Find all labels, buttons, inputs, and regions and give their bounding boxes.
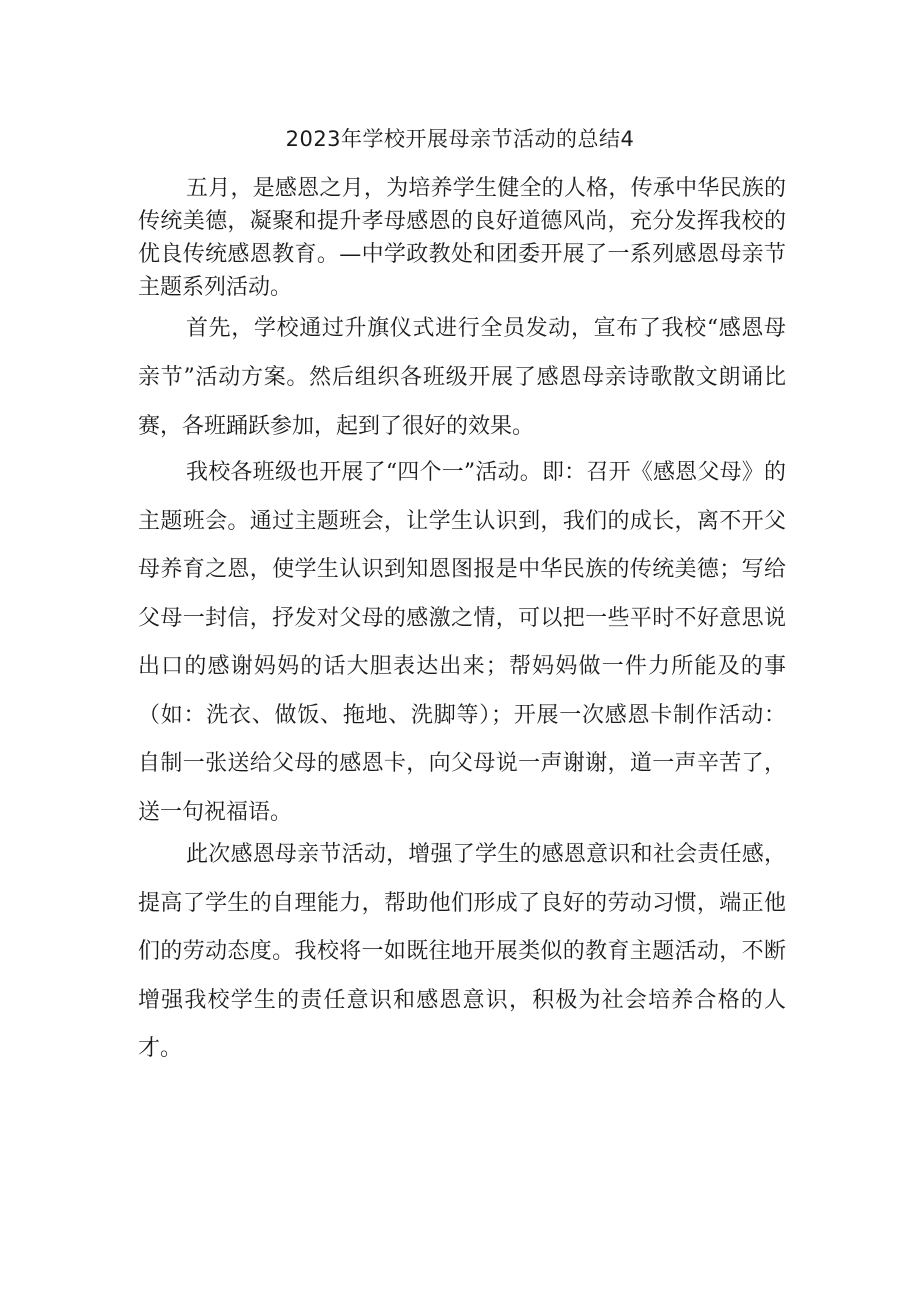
document-title: 2023年学校开展母亲节活动的总结4: [285, 127, 635, 151]
paragraph-4: 此次感恩母亲节活动，增强了学生的感恩意识和社会责任感，提高了学生的自理能力，帮助他们形成了良好的劳动习惯，端正他们的劳动态度。我校将一如既往地开展类似的教育主题活动，不断增强我校学生的责任意识和感恩意识，积极为社会培养合格的人才。: [138, 842, 786, 1061]
paragraph-3: 我校各班级也开展了“四个一”活动。即：召开《感恩父母》的主题班会。通过主题班会，让学生认识到，我们的成长，离不开父母养育之恩，使学生认识到知恩图报是中华民族的传统美德；写给父母一封信，抒发对父母的感激之情，可以把一些平时不好意思说出口的感谢妈妈的话大胆表达出来；帮妈妈做一件力所能及的事（如：洗衣、做饭、拖地、洗脚等）；开展一次感恩卡制作活动：自制一张送给父母的感恩卡，向父母说一声谢谢，道一声辛苦了，送一句祝福语。: [138, 460, 786, 825]
paragraph-1: 五月，是感恩之月，为培养学生健全的人格，传承中华民族的传统美德，凝聚和提升孝母感恩的良好道德风尚，充分发挥我校的优良传统感恩教育。—中学政教处和团委开展了一系列感恩母亲节主题系列活动。: [138, 176, 786, 300]
paragraph-2: 首先，学校通过升旗仪式进行全员发动，宣布了我校“感恩母亲节”活动方案。然后组织各班级开展了感恩母亲诗歌散文朗诵比赛，各班踊跃参加，起到了很好的效果。: [138, 316, 786, 439]
